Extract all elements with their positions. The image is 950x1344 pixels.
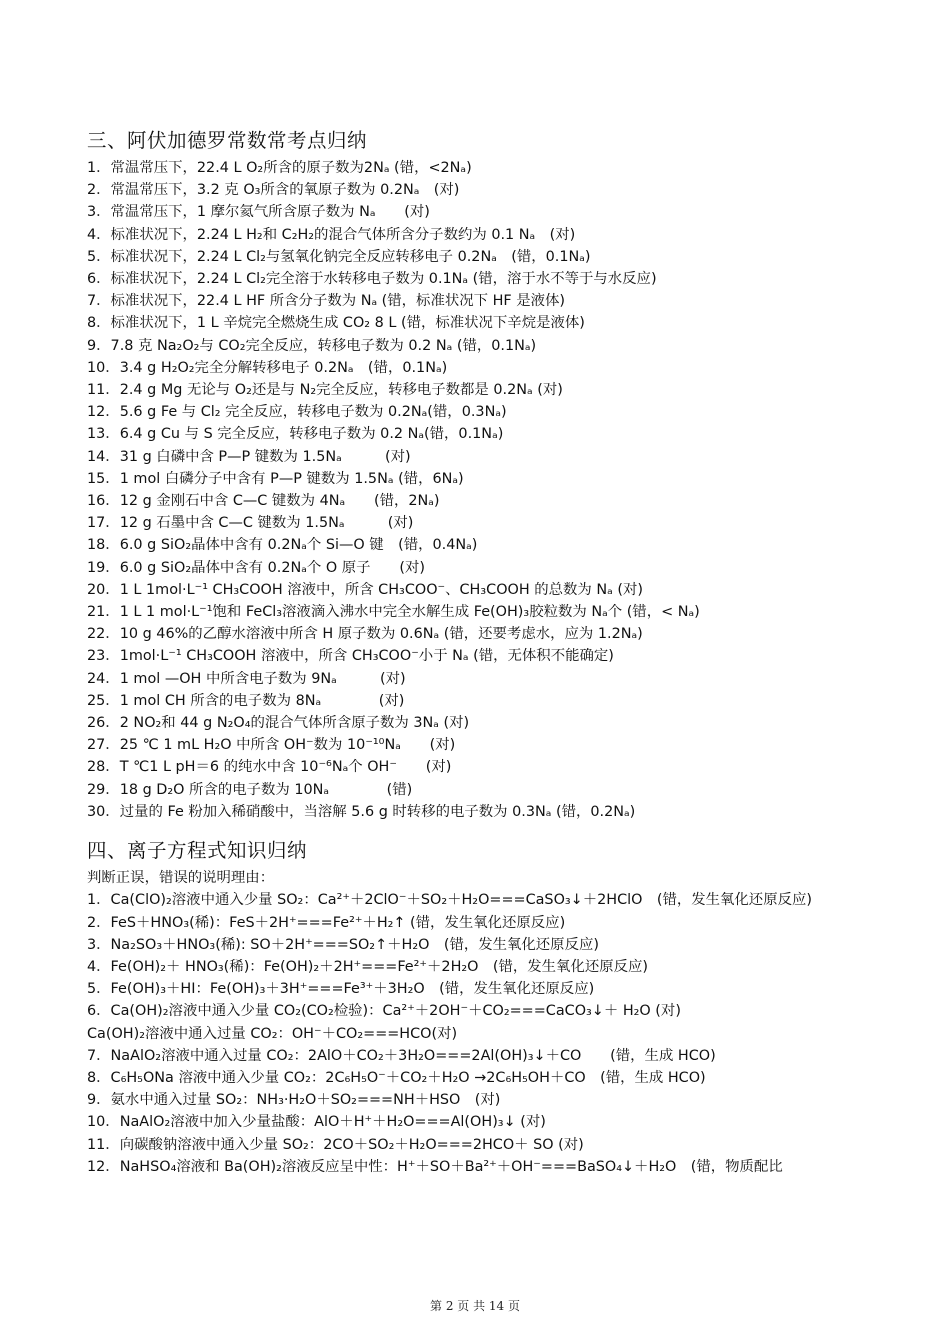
list-item: 8．C₆H₅ONa 溶液中通入少量 CO₂：2C₆H₅O⁻＋CO₂＋H₂O →2C₆H₅OH＋CO (错，生成 HCO) <box>87 1069 706 1086</box>
list-item: 9．氨水中通入过量 SO₂：NH₃·H₂O＋SO₂===NH＋HSO (对) <box>87 1092 501 1109</box>
list-item: 8．标准状况下，1 L 辛烷完全燃烧生成 CO₂ 8 L (错，标准状况下辛烷是液体) <box>87 315 585 332</box>
list-item: 6．标准状况下，2.24 L Cl₂完全溶于水转移电子数为 0.1Nₐ (错，溶于水不等于与水反应) <box>87 271 657 288</box>
list-item: 9．7.8 克 Na₂O₂与 CO₂完全反应，转移电子数为 0.2 Nₐ (错，0.1Nₐ) <box>87 337 537 354</box>
section-4-heading: 四、离子方程式知识归纳 <box>87 839 308 863</box>
list-item: 2．常温常压下，3.2 克 O₃所含的氧原子数为 0.2Nₐ (对) <box>87 182 460 199</box>
list-item: 12．NaHSO₄溶液和 Ba(OH)₂溶液反应呈中性：H⁺＋SO＋Ba²⁺＋OH⁻===BaSO₄↓＋H₂O (错，物质配比 <box>87 1158 783 1175</box>
list-item: 24．1 mol —OH 中所含电子数为 9Nₐ (对) <box>87 670 406 687</box>
list-item: 27．25 ℃ 1 mL H₂O 中所含 OH⁻数为 10⁻¹⁰Nₐ (对) <box>87 737 456 754</box>
list-item: 28．T ℃1 L pH＝6 的纯水中含 10⁻⁶Nₐ个 OH⁻ (对) <box>87 759 452 776</box>
list-item: 1．Ca(ClO)₂溶液中通入少量 SO₂：Ca²⁺＋2ClO⁻＋SO₂＋H₂O===CaSO₃↓＋2HClO (错，发生氧化还原反应) <box>87 892 812 909</box>
list-item: 15．1 mol 白磷分子中含有 P—P 键数为 1.5Nₐ (错，6Nₐ) <box>87 470 464 487</box>
list-item: 25．1 mol CH 所含的电子数为 8Nₐ (对) <box>87 692 405 709</box>
list-item: 11．向碳酸钠溶液中通入少量 SO₂：2CO＋SO₂＋H₂O===2HCO＋ SO (对) <box>87 1136 584 1153</box>
section-3-list <box>87 157 877 823</box>
list-item: Ca(OH)₂溶液中通入过量 CO₂：OH⁻＋CO₂===HCO(对) <box>87 1025 458 1042</box>
section-4-list <box>87 889 877 1178</box>
list-item: 1．常温常压下，22.4 L O₂所含的原子数为2Nₐ (错，<2Nₐ) <box>87 160 472 176</box>
list-item: 6．Ca(OH)₂溶液中通入少量 CO₂(CO₂检验)：Ca²⁺＋2OH⁻＋CO₂===CaCO₃↓＋ H₂O (对) <box>87 1003 681 1020</box>
list-item: 18．6.0 g SiO₂晶体中含有 0.2Nₐ个 Si—O 键 (错，0.4Nₐ) <box>87 537 478 554</box>
list-item: 3．Na₂SO₃＋HNO₃(稀): SO＋2H⁺===SO₂↑＋H₂O (错，发生氧化还原反应) <box>87 936 599 953</box>
list-item: 16．12 g 金刚石中含 C—C 键数为 4Nₐ (错，2Nₐ) <box>87 493 440 510</box>
list-item: 23．1mol·L⁻¹ CH₃COOH 溶液中，所含 CH₃COO⁻小于 Nₐ (错，无体积不能确定) <box>87 648 614 665</box>
list-item: 30．过量的 Fe 粉加入稀硝酸中，当溶解 5.6 g 时转移的电子数为 0.3Nₐ (错，0.2Nₐ) <box>87 803 636 820</box>
list-item: 11．2.4 g Mg 无论与 O₂还是与 N₂完全反应，转移电子数都是 0.2Nₐ (对) <box>87 382 563 399</box>
list-item: 5．标准状况下，2.24 L Cl₂与氢氧化钠完全反应转移电子 0.2Nₐ (错，0.1Nₐ) <box>87 248 591 265</box>
list-item: 17．12 g 石墨中含 C—C 键数为 1.5Nₐ (对) <box>87 515 414 532</box>
section-4-intro: 判断正误，错误的说明理由： <box>87 870 275 887</box>
list-item: 14．31 g 白磷中含 P—P 键数为 1.5Nₐ (对) <box>87 448 411 465</box>
list-item: 29．18 g D₂O 所含的电子数为 10Nₐ (错) <box>87 781 413 798</box>
list-item: 22．10 g 46%的乙醇水溶液中所含 H 原子数为 0.6Nₐ (错，还要考虑水，应为 1.2Nₐ) <box>87 626 643 643</box>
list-item: 3．常温常压下，1 摩尔氦气所含原子数为 Nₐ (对) <box>87 204 430 221</box>
list-item: 4．Fe(OH)₂＋ HNO₃(稀)：Fe(OH)₂＋2H⁺===Fe²⁺＋2H₂O (错，发生氧化还原反应) <box>87 958 649 975</box>
list-item: 10．NaAlO₂溶液中加入少量盐酸：AlO＋H⁺＋H₂O===Al(OH)₃↓ (对) <box>87 1114 546 1131</box>
list-item: 10．3.4 g H₂O₂完全分解转移电子 0.2Nₐ (错，0.1Nₐ) <box>87 359 448 376</box>
document-body <box>87 128 877 1178</box>
list-item: 5．Fe(OH)₃＋HI：Fe(OH)₃＋3H⁺===Fe³⁺＋3H₂O (错，发生氧化还原反应) <box>87 981 595 998</box>
list-item: 20．1 L 1mol·L⁻¹ CH₃COOH 溶液中，所含 CH₃COO⁻、CH₃COOH 的总数为 Nₐ (对) <box>87 581 643 598</box>
list-item: 13．6.4 g Cu 与 S 完全反应，转移电子数为 0.2 Nₐ(错，0.1Nₐ) <box>87 426 504 443</box>
section-3-heading: 三、阿伏加德罗常数常考点归纳 <box>87 129 368 152</box>
page-footer: 第 2 页 共 14 页 <box>430 1299 520 1313</box>
list-item: 12．5.6 g Fe 与 Cl₂ 完全反应，转移电子数为 0.2Nₐ(错，0.3Nₐ) <box>87 404 507 421</box>
list-item: 4．标准状况下，2.24 L H₂和 C₂H₂的混合气体所含分子数约为 0.1 Nₐ (对) <box>87 226 576 243</box>
list-item: 21．1 L 1 mol·L⁻¹饱和 FeCl₃溶液滴入沸水中完全水解生成 Fe(OH)₃胶粒数为 Nₐ个 (错，< Nₐ) <box>87 604 700 621</box>
list-item: 26．2 NO₂和 44 g N₂O₄的混合气体所含原子数为 3Nₐ (对) <box>87 715 470 732</box>
list-item: 7．标准状况下，22.4 L HF 所含分子数为 Nₐ (错，标准状况下 HF 是液体) <box>87 293 566 310</box>
list-item: 2．FeS＋HNO₃(稀)：FeS＋2H⁺===Fe²⁺＋H₂↑ (错，发生氧化还原反应) <box>87 914 566 931</box>
list-item: 7．NaAlO₂溶液中通入过量 CO₂：2AlO＋CO₂＋3H₂O===2Al(OH)₃↓＋CO (错，生成 HCO) <box>87 1047 716 1064</box>
list-item: 19．6.0 g SiO₂晶体中含有 0.2Nₐ个 O 原子 (对) <box>87 559 425 576</box>
